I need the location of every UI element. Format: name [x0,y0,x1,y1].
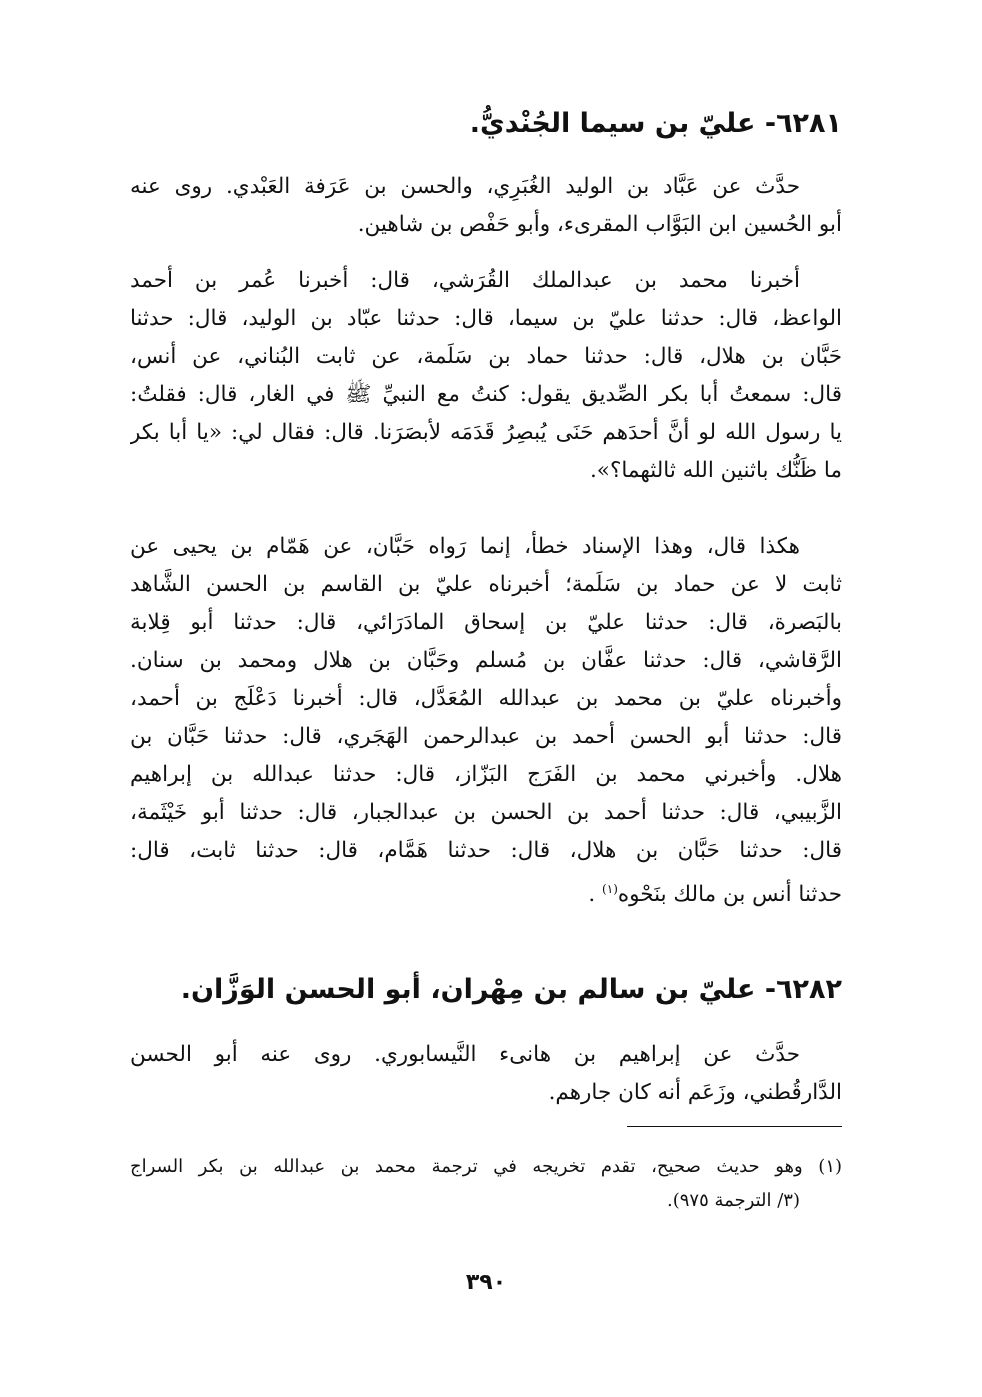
text-line: قال: حدثنا أبو الحسن أحمد بن عبدالرحمن الهَجَري، قال: حدثنا حَبَّان بن [130,724,842,749]
text-line: قال: سمعتُ أبا بكر الصِّديق يقول: كنتُ مع النبيِّ ﷺ في الغار، قال: فقلتُ: [130,382,842,407]
entry-heading: ٦٢٨١- عليّ بن سيما الجُنْديُّ. [469,108,842,139]
text-line: الواعظ، قال: حدثنا عليّ بن سيما، قال: حدثنا عبّاد بن الوليد، قال: حدثنا [130,306,842,331]
footnotes [130,1150,842,1218]
text-line: ما ظَنُّك باثنين الله ثالثهما؟». [589,458,842,483]
text-line: الزَّبيبي، قال: حدثنا أحمد بن الحسن بن عبدالجبار، قال: حدثنا أبو خَيْثَمة، [130,800,842,825]
text-line: الدَّارقُطني، وزَعَم أنه كان جارهم. [548,1080,842,1105]
paragraph [130,1036,842,1112]
text-line: هكذا قال، وهذا الإسناد خطأ، إنما رَواه حَبَّان، عن هَمّام بن يحيى عن [130,534,800,559]
footnote-separator [627,1126,842,1127]
footnote-reference[interactable]: (١) [602,882,618,896]
text-line-tail: . [588,882,603,908]
paragraph [130,262,842,490]
text-line: أخبرنا محمد بن عبدالملك القُرَشي، قال: أخبرنا عُمر بن أحمد [130,268,800,293]
text-line: حدَّث عن عَبَّاد بن الوليد الغُبَرِي، والحسن بن عَرَفة العَبْدي. روى عنه [130,174,800,199]
text-line: بالبَصرة، قال: حدثنا عليّ بن إسحاق المادَرَائي، قال: حدثنا أبو قِلابة [130,610,842,635]
page-number: ٣٩٠ [465,1270,507,1295]
paragraph [130,168,842,244]
text-line [130,870,842,914]
text-line: قال: حدثنا حَبَّان بن هلال، قال: حدثنا هَمَّام، قال: حدثنا ثابت، قال: [130,838,842,863]
footnote-line: (١) وهو حديث صحيح، تقدم تخريجه في ترجمة محمد بن عبدالله بن بكر السراج [130,1156,842,1177]
book-page [130,0,842,1397]
text-line: حَبَّان بن هلال، قال: حدثنا حماد بن سَلَمة، عن ثابت البُناني، عن أنس، [130,344,842,369]
text-line: الرَّقاشي، قال: حدثنا عفَّان بن مُسلم وحَبَّان بن هلال ومحمد بن سنان. [130,648,842,673]
text-line: يا رسول الله لو أنَّ أحدَهم حَنَى يُبصِرُ قَدَمَه لأبصَرَنا. قال: فقال لي: «يا أبا بكر [130,420,842,445]
text-line: ثابت لا عن حماد بن سَلَمة؛ أخبرناه عليّ بن القاسم بن الحسن الشَّاهد [130,572,842,597]
paragraph [130,528,842,914]
text-line: وأخبرناه عليّ بن محمد بن عبدالله المُعَدَّل، قال: أخبرنا دَعْلَج بن أحمد، [130,686,842,711]
text-line: حدَّث عن إبراهيم بن هانىء النَّيسابوري. روى عنه أبو الحسن [130,1042,800,1067]
text-line-body: حدثنا أنس بن مالك بنَحْوه [617,882,842,908]
footnote-line: (٣/ الترجمة ٩٧٥). [666,1190,800,1211]
text-line: هلال. وأخبرني محمد بن الفَرَج البَزّاز، قال: حدثنا عبدالله بن إبراهيم [130,762,842,787]
entry-heading: ٦٢٨٢- عليّ بن سالم بن مِهْران، أبو الحسن الوَزَّان. [180,974,842,1005]
text-line: أبو الحُسين ابن البَوَّاب المقرىء، وأبو حَفْص بن شاهين. [357,212,842,237]
